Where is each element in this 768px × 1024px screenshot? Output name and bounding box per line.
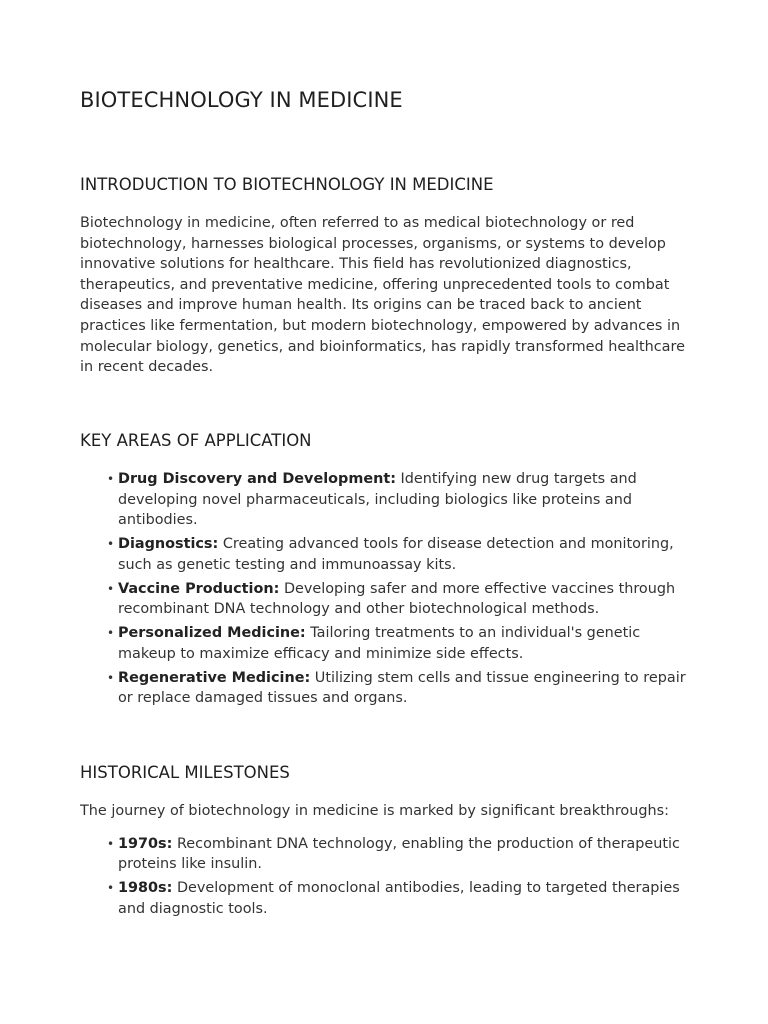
list-item-term: Personalized Medicine: xyxy=(118,625,306,642)
section-heading-applications: KEY AREAS OF APPLICATION xyxy=(80,431,312,450)
list-item-term: 1980s: xyxy=(118,880,173,897)
introduction-paragraph: Biotechnology in medicine, often referred to as medical biotechnology or red biotechnology, harnesses biological processes, organisms, or systems to develop innovative solutions for healthcare. This field has revolutionized diagnostics, therapeutics, and preventative medicine, offering unprecedented tools to combat diseases and improve human health. Its origins can be traced back to ancient practices like fermentation, but modern biotechnology, empowered by advances in molecular biology, genetics, and bioinformatics, has rapidly transformed healthcare in recent decades. xyxy=(80,215,685,376)
list-item xyxy=(107,668,690,709)
document-title: BIOTECHNOLOGY IN MEDICINE xyxy=(80,88,403,112)
list-item xyxy=(107,579,690,620)
list-item xyxy=(107,623,690,664)
bullet-icon: • xyxy=(107,626,115,641)
list-item-text: Recombinant DNA technology, enabling the production of therapeutic proteins like insulin. xyxy=(118,835,680,873)
list-item-term: Drug Discovery and Development: xyxy=(118,471,396,487)
section-heading-introduction: INTRODUCTION TO BIOTECHNOLOGY IN MEDICINE xyxy=(80,175,494,194)
list-item-text: Tailoring treatments to an individual's genetic makeup to maximize efficacy and minimize side effects. xyxy=(118,625,641,662)
history-lead-paragraph: The journey of biotechnology in medicine is marked by significant breakthroughs: xyxy=(80,803,669,819)
bullet-icon: • xyxy=(107,881,115,896)
list-item-text: Identifying new drug targets and developing novel pharmaceuticals, including biologics like proteins and antibodies. xyxy=(118,471,637,529)
list-item-text: Development of monoclonal antibodies, leading to targeted therapies and diagnostic tools. xyxy=(118,880,680,917)
bullet-icon: • xyxy=(107,537,115,552)
list-item xyxy=(107,878,690,919)
section-heading-history: HISTORICAL MILESTONES xyxy=(80,763,290,782)
section-history xyxy=(80,762,690,923)
list-item-term: Regenerative Medicine: xyxy=(118,669,311,686)
list-item xyxy=(107,469,690,531)
applications-list xyxy=(80,469,690,709)
list-item-text: Creating advanced tools for disease detection and monitoring, such as genetic testing and immunoassay kits. xyxy=(118,536,674,573)
list-item-term: Vaccine Production: xyxy=(118,580,280,597)
list-item-term: 1970s: xyxy=(118,835,173,852)
list-item-text: Utilizing stem cells and tissue engineering to repair or replace damaged tissues and organs. xyxy=(118,669,686,707)
bullet-icon: • xyxy=(107,472,115,486)
list-item xyxy=(107,834,690,875)
bullet-icon: • xyxy=(107,670,115,685)
bullet-icon: • xyxy=(107,581,115,596)
history-list xyxy=(80,834,690,920)
list-item-term: Diagnostics: xyxy=(118,536,219,553)
list-item-text: Developing safer and more effective vaccines through recombinant DNA technology and other biotechnological methods. xyxy=(118,580,676,618)
section-applications xyxy=(80,430,690,712)
section-introduction xyxy=(80,174,690,378)
list-item xyxy=(107,534,690,575)
bullet-icon: • xyxy=(107,836,115,851)
